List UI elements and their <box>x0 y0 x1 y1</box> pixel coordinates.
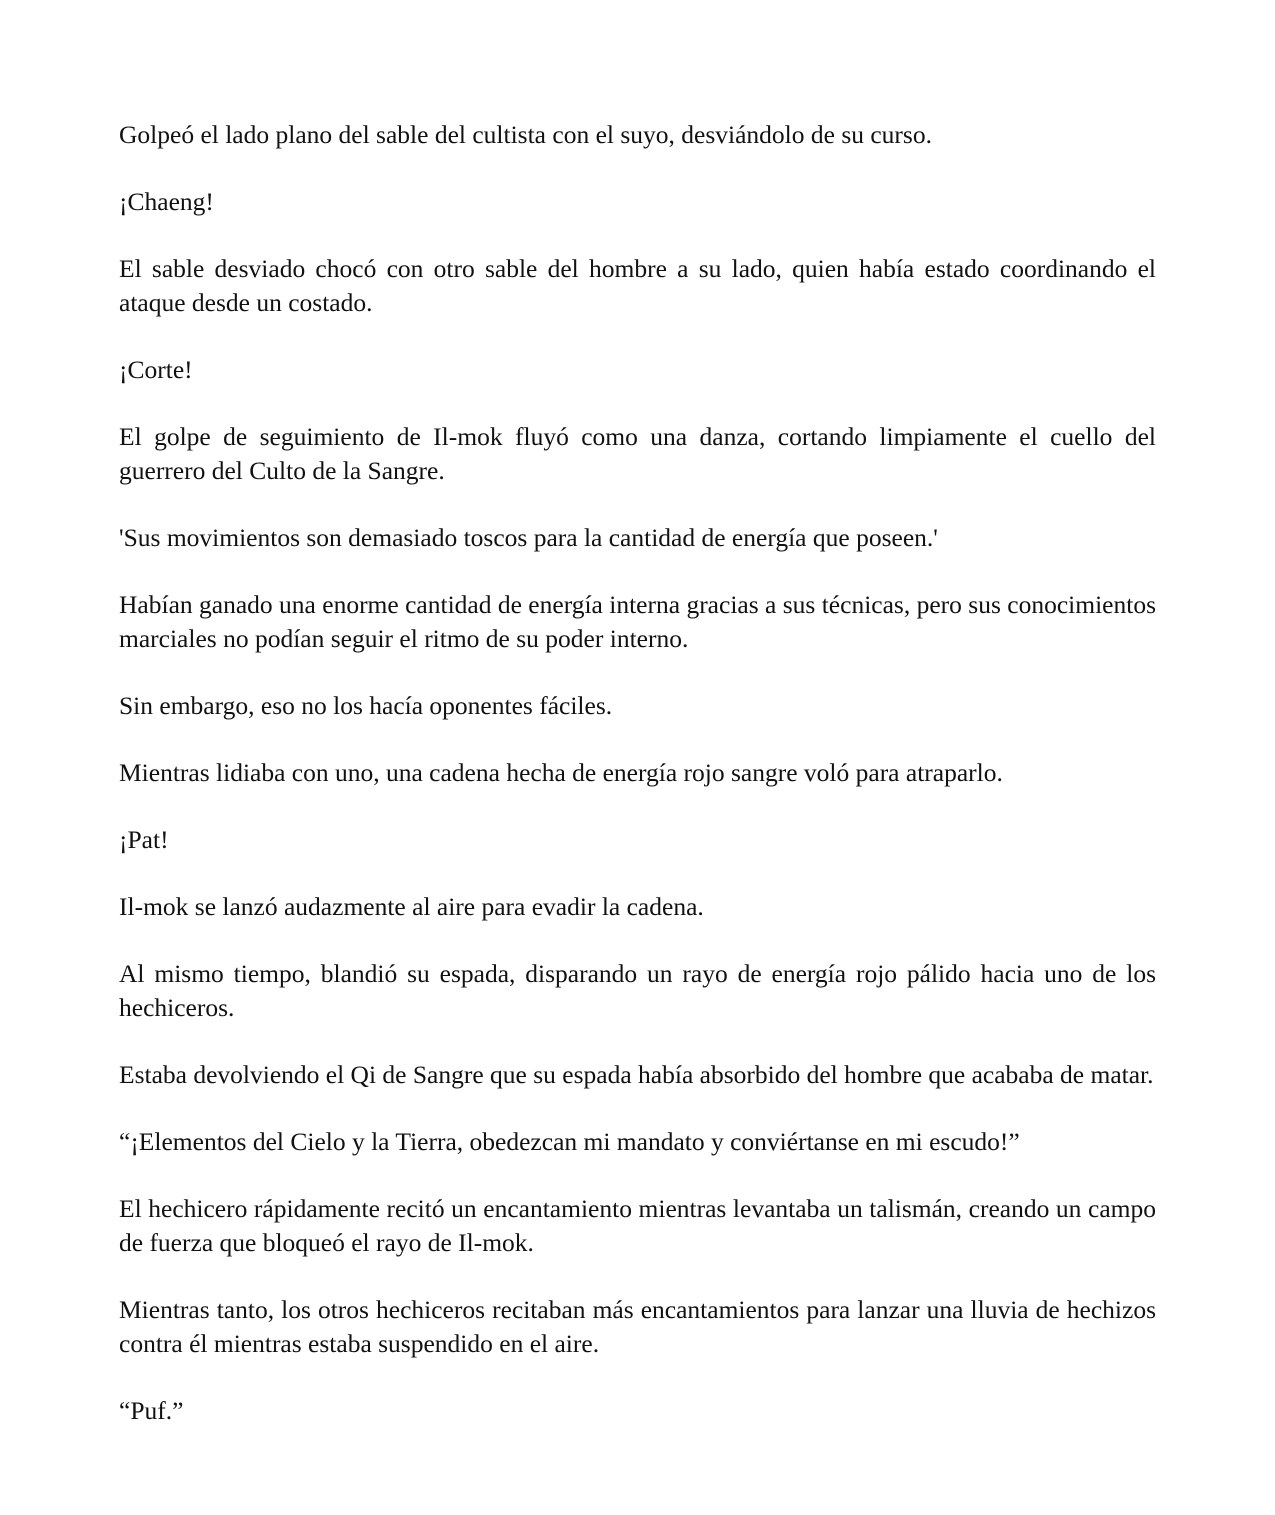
paragraph: Golpeó el lado plano del sable del cultista con el suyo, desviándolo de su curso. <box>119 120 932 149</box>
paragraph: Habían ganado una enorme cantidad de energía interna gracias a sus técnicas, pero sus conocimientos marciales no podían seguir el ritmo de su poder interno. <box>119 590 1156 653</box>
paragraph: Sin embargo, eso no los hacía oponentes fáciles. <box>119 691 613 720</box>
paragraph: Mientras tanto, los otros hechiceros recitaban más encantamientos para lanzar una lluvia de hechizos contra él mientras estaba suspendido en el aire. <box>119 1295 1156 1358</box>
paragraph: Mientras lidiaba con uno, una cadena hecha de energía rojo sangre voló para atraparlo. <box>119 758 1003 787</box>
paragraph: ¡Chaeng! <box>119 187 214 216</box>
paragraph: El sable desviado chocó con otro sable del hombre a su lado, quien había estado coordinando el ataque desde un costado. <box>119 254 1156 317</box>
paragraph: “Puf.” <box>119 1396 184 1425</box>
paragraph: “¡Elementos del Cielo y la Tierra, obedezcan mi mandato y conviértanse en mi escudo!” <box>119 1127 1020 1156</box>
paragraph: ¡Corte! <box>119 355 193 384</box>
paragraph: El golpe de seguimiento de Il-mok fluyó como una danza, cortando limpiamente el cuello del guerrero del Culto de la Sangre. <box>119 422 1156 485</box>
paragraph: El hechicero rápidamente recitó un encantamiento mientras levantaba un talismán, creando un campo de fuerza que bloqueó el rayo de Il-mok. <box>119 1194 1156 1257</box>
paragraph: Al mismo tiempo, blandió su espada, disparando un rayo de energía rojo pálido hacia uno de los hechiceros. <box>119 959 1156 1022</box>
paragraph: 'Sus movimientos son demasiado toscos para la cantidad de energía que poseen.' <box>119 523 938 552</box>
paragraph: Estaba devolviendo el Qi de Sangre que su espada había absorbido del hombre que acababa de matar. <box>119 1060 1154 1089</box>
body-text <box>119 118 1156 1461</box>
paragraph: ¡Pat! <box>119 825 169 854</box>
paragraph: Il-mok se lanzó audazmente al aire para evadir la cadena. <box>119 892 704 921</box>
